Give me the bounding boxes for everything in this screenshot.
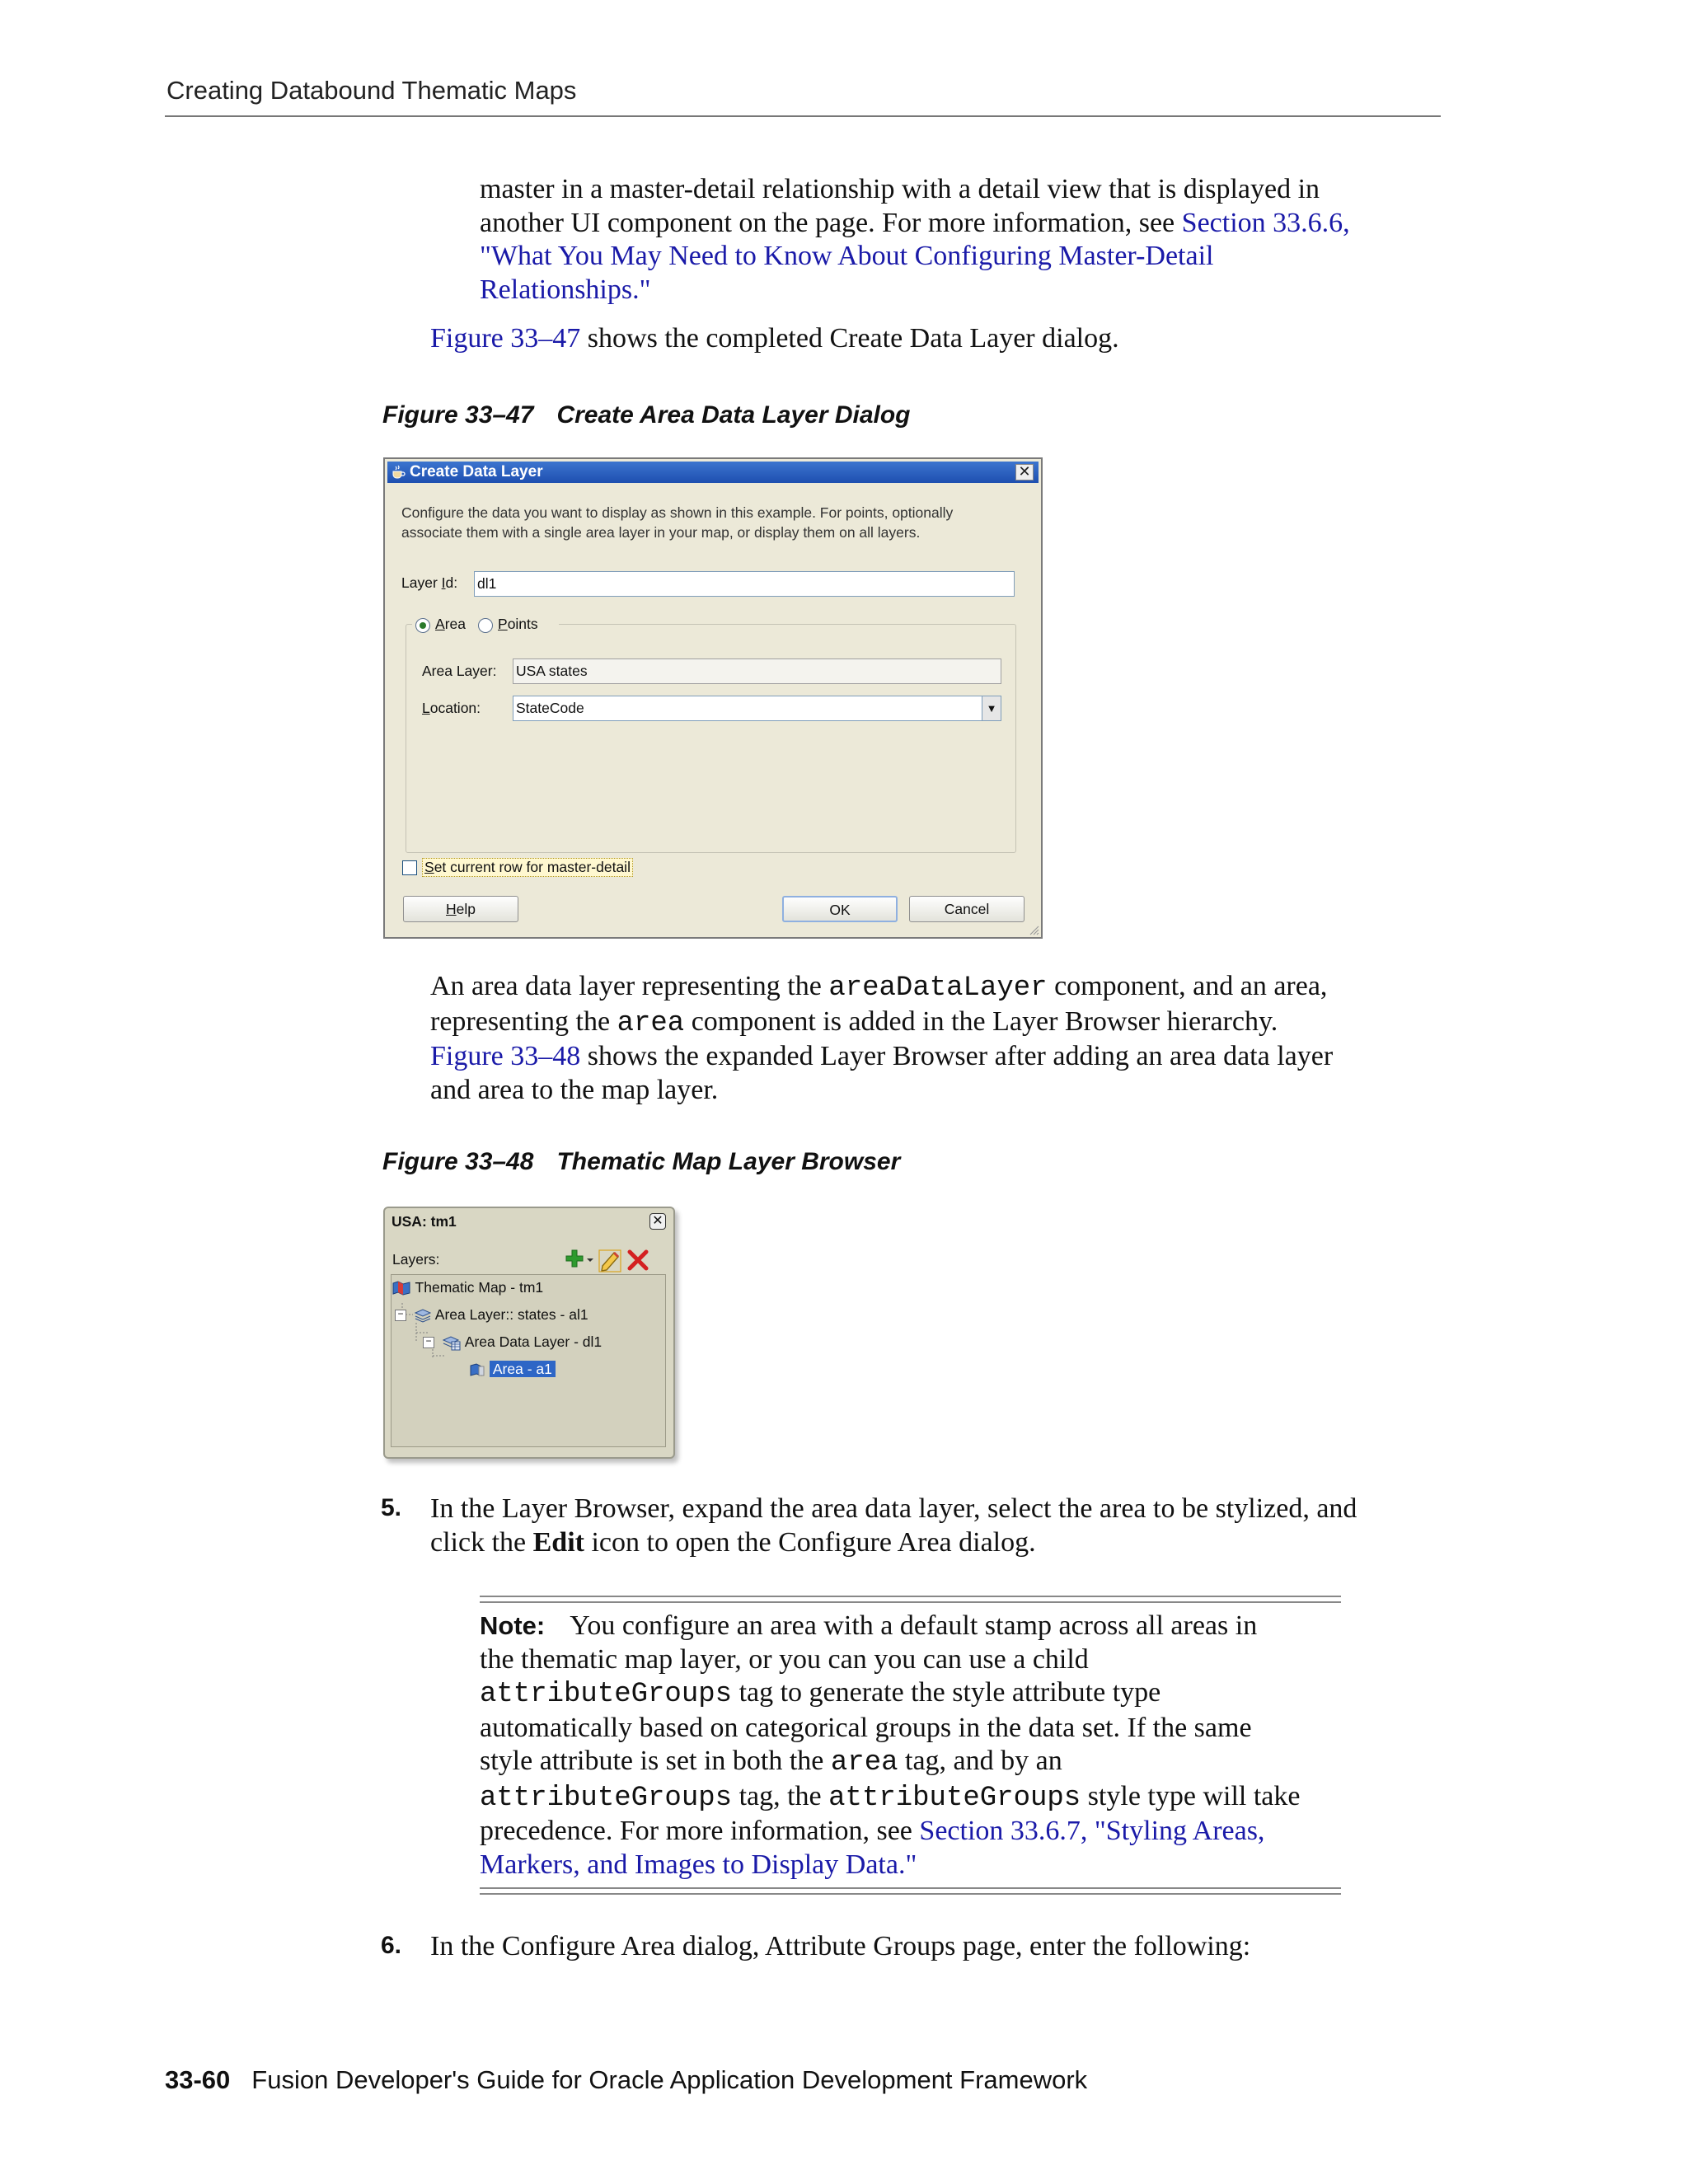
- layer-browser-close-button[interactable]: ✕: [649, 1213, 666, 1230]
- note-box: [480, 1610, 1300, 1882]
- points-radio-label[interactable]: [498, 616, 538, 633]
- figure-33-47-link[interactable]: Figure 33–47: [430, 323, 581, 354]
- note-line-7: [480, 1815, 1300, 1849]
- section-33-6-7-link[interactable]: Section 33.6.7, "Styling Areas,: [919, 1816, 1265, 1846]
- step-5-line-1: In the Layer Browser, expand the area data layer, select the area to be stylized, and: [430, 1493, 1357, 1524]
- chevron-down-icon[interactable]: ▼: [982, 696, 1001, 720]
- intro-line-1: master in a master-detail relationship with a detail view that is displayed in: [480, 174, 1320, 204]
- help-label-rest: elp: [456, 901, 476, 917]
- note-line-3: [480, 1676, 1300, 1712]
- para2-line-4: and area to the map layer.: [430, 1074, 719, 1105]
- header-rule: [165, 115, 1441, 117]
- note-line-5: [480, 1745, 1300, 1780]
- code-attributeGroups: attributeGroups: [828, 1782, 1081, 1814]
- code-areaDataLayer: areaDataLayer: [828, 972, 1048, 1004]
- tree-label-area-selected: Area - a1: [490, 1361, 556, 1377]
- code-area: area: [617, 1007, 685, 1039]
- tree-item-area-layer[interactable]: [395, 1304, 588, 1325]
- note-l3-b: tag to generate the style attribute type: [732, 1677, 1161, 1708]
- note-l1: You configure an area with a default stamp across all areas in: [570, 1610, 1258, 1641]
- para2-l2-a: representing the: [430, 1005, 617, 1037]
- create-data-layer-dialog: [383, 457, 1043, 939]
- area-data-layer-paragraph: [430, 970, 1333, 1107]
- resize-grip-icon[interactable]: [1028, 924, 1039, 935]
- note-l5-a: style attribute is set in both the: [480, 1746, 831, 1776]
- collapse-toggle-icon[interactable]: −: [395, 1310, 406, 1321]
- location-label: [422, 700, 481, 717]
- page-number: 33-60: [165, 2065, 231, 2094]
- step-6-text: In the Configure Area dialog, Attribute Groups page, enter the following:: [430, 1931, 1251, 1961]
- section-33-6-6-link-cont[interactable]: "What You May Need to Know About Configuring Master-Detail: [480, 241, 1214, 271]
- area-radio-label-rest: rea: [444, 616, 466, 632]
- step-5-l2-b: icon to open the Configure Area dialog.: [584, 1526, 1036, 1558]
- para2-line-3: [430, 1040, 1333, 1074]
- book-title: Fusion Developer's Guide for Oracle Application Development Framework: [251, 2065, 1088, 2094]
- step-5-edit-bold: Edit: [532, 1526, 584, 1558]
- help-mnemonic: H: [446, 901, 457, 917]
- code-attributeGroups: attributeGroups: [480, 1782, 733, 1814]
- help-button[interactable]: [403, 896, 518, 922]
- note-rule-bottom: [480, 1893, 1341, 1895]
- dialog-title: Create Data Layer: [410, 463, 543, 480]
- figure-ref-text: shows the completed Create Data Layer dialog.: [580, 323, 1119, 354]
- master-detail-label-rest: et current row for master-detail: [434, 859, 631, 875]
- dialog-titlebar[interactable]: [387, 462, 1039, 483]
- tree-label-area-layer: Area Layer:: states - al1: [434, 1306, 588, 1323]
- thematic-map-icon: [392, 1280, 411, 1296]
- step-5-text: [430, 1493, 1357, 1559]
- intro-line-3: [480, 240, 1350, 274]
- figure-number: Figure 33–47: [382, 401, 534, 429]
- add-layer-icon[interactable]: [565, 1248, 596, 1272]
- points-radio-label-rest: oints: [507, 616, 538, 632]
- page-footer: [165, 2065, 1087, 2095]
- layer-id-label-pre: Layer: [401, 574, 442, 591]
- collapse-toggle-icon[interactable]: −: [423, 1337, 434, 1348]
- area-layer-field: USA states: [513, 658, 1001, 684]
- intro-paragraph: [480, 173, 1350, 307]
- note-line-8: [480, 1849, 1300, 1882]
- note-l5-b: tag, and by an: [898, 1746, 1062, 1776]
- figure-33-48-caption: [382, 1148, 900, 1176]
- note-l6-b: tag, the: [732, 1780, 829, 1811]
- edit-icon[interactable]: [598, 1248, 622, 1272]
- location-label-rest: ocation:: [429, 700, 481, 716]
- note-rule-bottom-inner: [480, 1887, 1341, 1889]
- area-radio-mnemonic: A: [435, 616, 445, 632]
- tree-item-area-data-layer[interactable]: [423, 1331, 602, 1352]
- section-33-6-7-link-cont[interactable]: Markers, and Images to Display Data.": [480, 1849, 917, 1880]
- location-select-value: StateCode: [516, 700, 584, 716]
- figure-33-48-link[interactable]: Figure 33–48: [430, 1041, 581, 1071]
- master-detail-checkbox[interactable]: [402, 860, 417, 875]
- dialog-close-button[interactable]: ✕: [1015, 464, 1034, 480]
- cancel-button[interactable]: Cancel: [909, 896, 1025, 922]
- layers-label: Layers:: [392, 1251, 440, 1268]
- area-radio[interactable]: [415, 618, 430, 633]
- step-5-number: 5.: [381, 1494, 402, 1521]
- note-line-2: the thematic map layer, or you can you can use a child: [480, 1643, 1089, 1675]
- location-label-mnemonic: L: [422, 700, 430, 716]
- code-area: area: [830, 1747, 898, 1779]
- figure-title: Create Area Data Layer Dialog: [556, 401, 911, 429]
- layer-id-label: [401, 574, 457, 592]
- area-layer-label: Area Layer:: [422, 663, 497, 679]
- intro-line-2: [480, 207, 1350, 241]
- tree-label-thematic-map: Thematic Map - tm1: [415, 1279, 544, 1296]
- note-label: Note:: [480, 1611, 546, 1640]
- points-radio[interactable]: [478, 618, 493, 633]
- tree-item-area[interactable]: [469, 1358, 556, 1380]
- area-icon: [469, 1361, 485, 1378]
- layer-tree: [391, 1274, 666, 1447]
- section-33-6-6-link[interactable]: Section 33.6.6,: [1181, 207, 1350, 238]
- para2-l1-b: component, and an area,: [1047, 971, 1328, 1001]
- step-5-line-2: [430, 1526, 1357, 1560]
- para2-l1-a: An area data layer representing the: [430, 971, 829, 1001]
- figure-number: Figure 33–48: [382, 1148, 534, 1175]
- ok-button[interactable]: OK: [782, 896, 898, 922]
- section-33-6-6-link-end[interactable]: Relationships.": [480, 274, 651, 305]
- area-radio-label[interactable]: [435, 616, 466, 633]
- intro-line-2-text: another UI component on the page. For more information, see: [480, 207, 1182, 238]
- tree-label-area-data-layer: Area Data Layer - dl1: [464, 1333, 603, 1350]
- layer-browser-title: USA: tm1: [392, 1213, 457, 1230]
- running-header: Creating Databound Thematic Maps: [166, 76, 577, 105]
- area-layer-icon: [414, 1307, 432, 1324]
- para2-line-2: [430, 1005, 1333, 1041]
- dialog-description-line-1: Configure the data you want to display as shown in this example. For points, optionally: [401, 504, 954, 521]
- figure-title: Thematic Map Layer Browser: [556, 1148, 901, 1175]
- note-line-6: [480, 1780, 1300, 1816]
- step-6-number: 6.: [381, 1932, 402, 1959]
- layer-type-radio-group: [412, 614, 559, 635]
- dialog-description-line-2: associate them with a single area layer in your map, or display them on all layers.: [401, 524, 921, 541]
- area-data-layer-icon: [442, 1333, 462, 1352]
- para2-l2-b: component is added in the Layer Browser hierarchy.: [684, 1005, 1278, 1037]
- master-detail-checkbox-label[interactable]: [422, 858, 633, 877]
- code-attributeGroups: attributeGroups: [480, 1679, 733, 1710]
- master-detail-mnemonic: S: [424, 859, 434, 875]
- layer-browser-panel: [383, 1207, 675, 1459]
- layer-id-field[interactable]: dl1: [474, 571, 1015, 597]
- note-rule-top-inner: [480, 1601, 1341, 1603]
- points-radio-mnemonic: P: [498, 616, 508, 632]
- tree-item-thematic-map[interactable]: [392, 1277, 543, 1298]
- location-select[interactable]: [513, 696, 1001, 721]
- layer-id-label-post: d:: [445, 574, 458, 591]
- note-line-4: automatically based on categorical groups in the data set. If the same: [480, 1712, 1252, 1743]
- step-5-l2-a: click the: [430, 1526, 533, 1558]
- figure-ref-sentence: [430, 322, 1119, 356]
- para2-line-1: [430, 970, 1333, 1005]
- delete-icon[interactable]: [626, 1248, 650, 1272]
- note-l7-a: precedence. For more information, see: [480, 1816, 920, 1846]
- java-cup-icon: [391, 465, 406, 480]
- figure-33-47-caption: [382, 401, 911, 429]
- para2-l3-b: shows the expanded Layer Browser after adding an area data layer: [580, 1041, 1334, 1071]
- note-line-1: [480, 1610, 1300, 1643]
- layer-id-label-mnemonic: I: [441, 574, 446, 591]
- note-rule-top: [480, 1596, 1341, 1597]
- dialog-description: [401, 503, 1028, 542]
- intro-line-4: [480, 274, 1350, 307]
- note-l6-c: style type will take: [1081, 1780, 1301, 1811]
